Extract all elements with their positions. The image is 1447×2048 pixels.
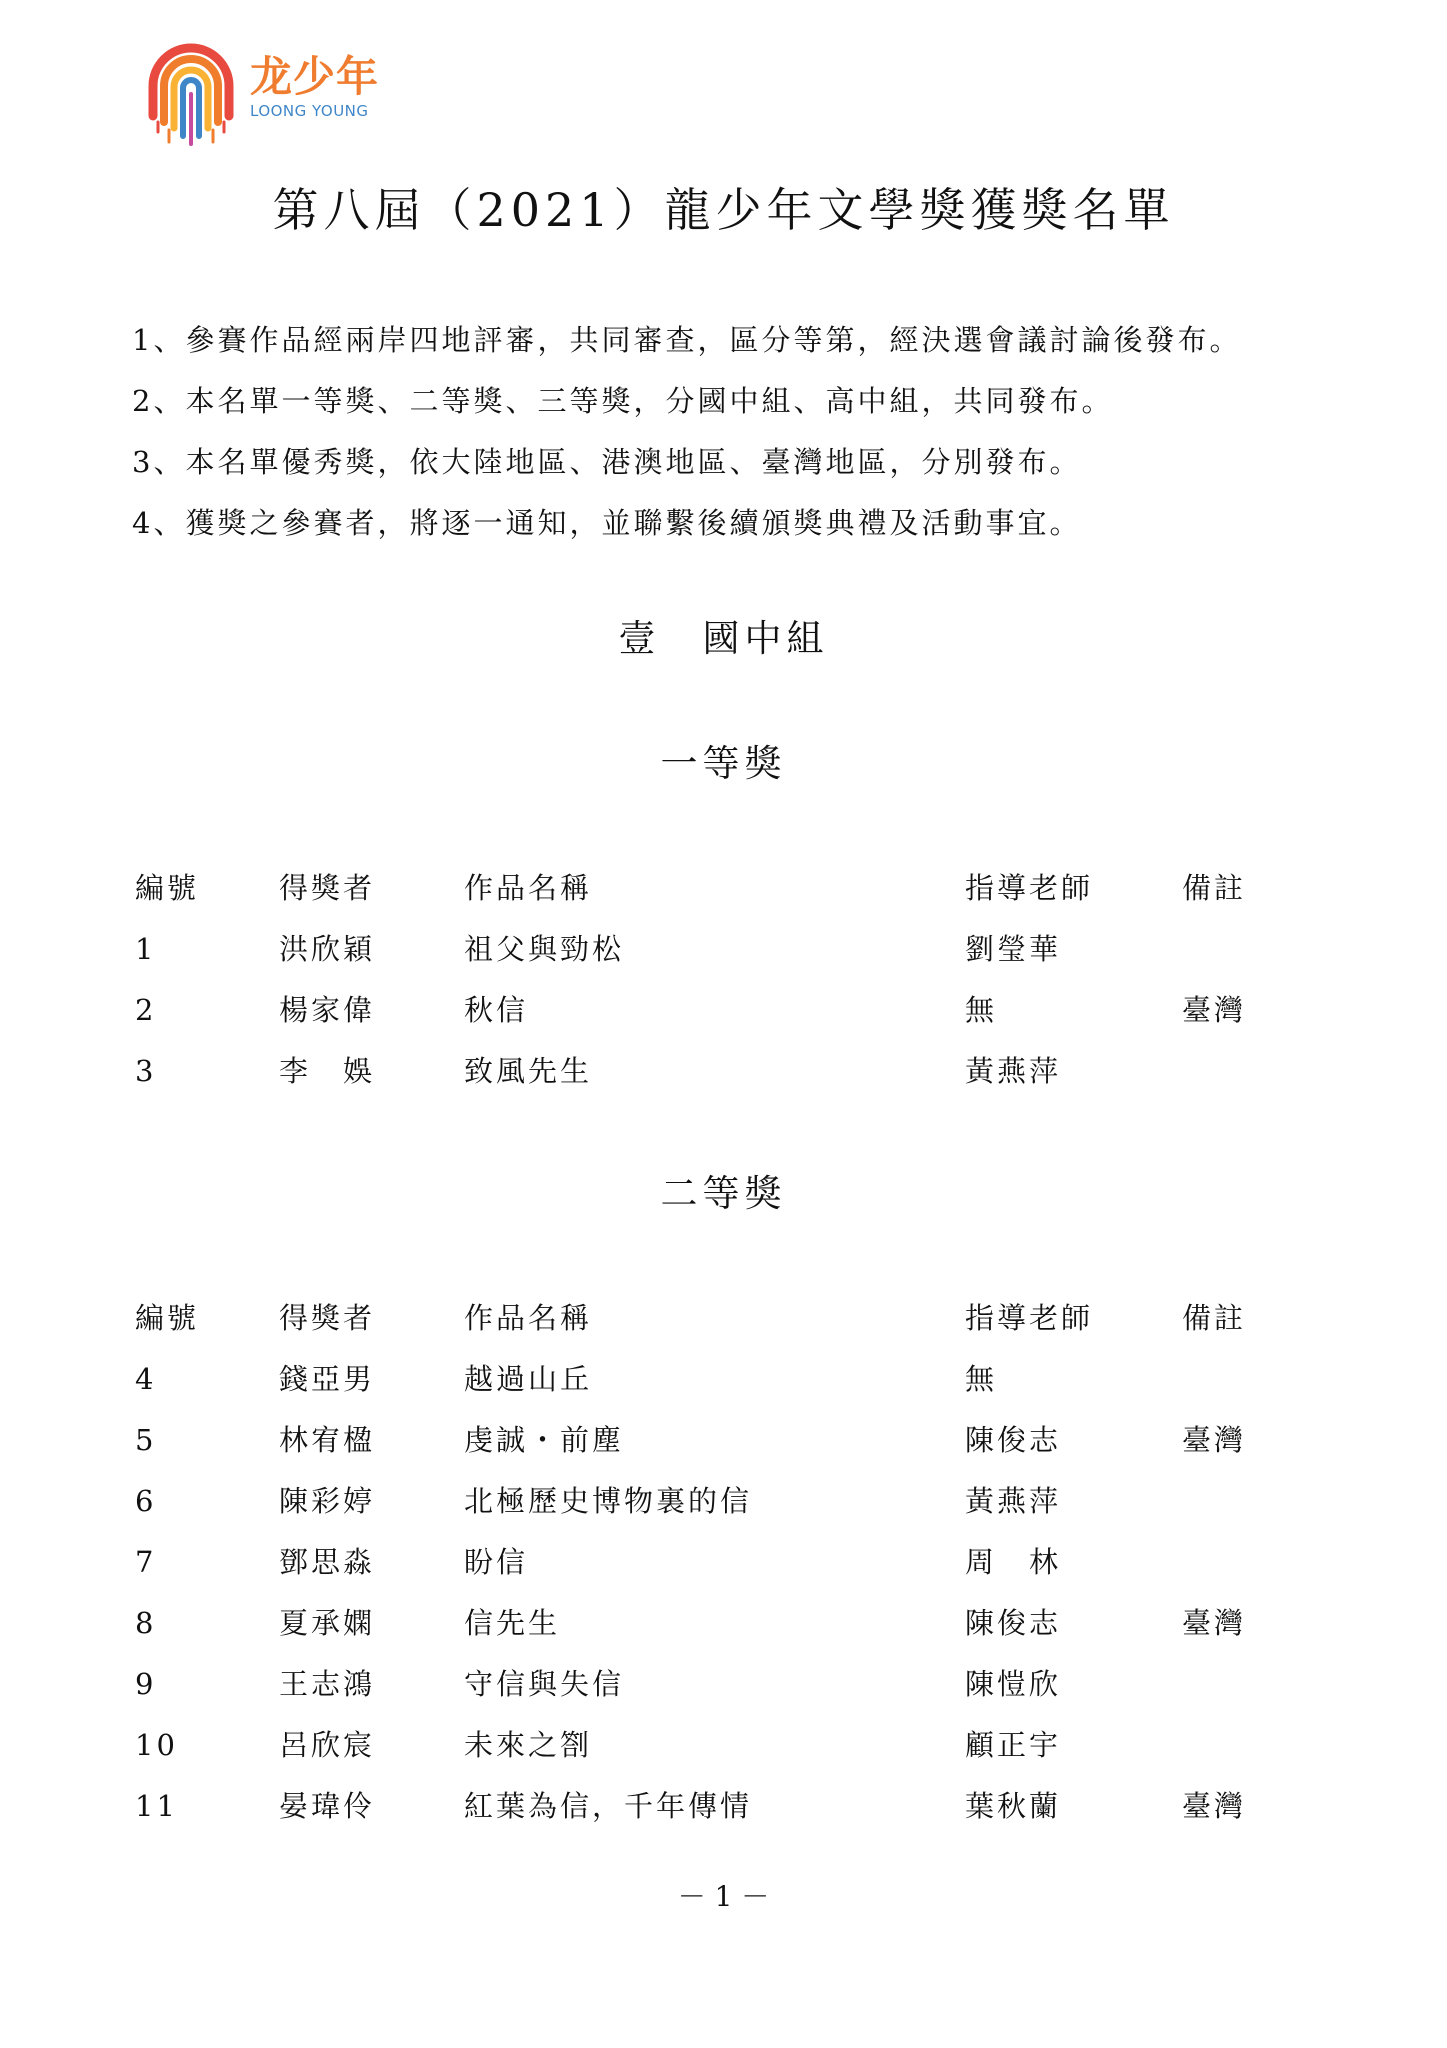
table-row	[0, 1410, 1447, 1471]
second-prize-table	[0, 1288, 1447, 1837]
row-remark: 臺灣	[1182, 1606, 1247, 1640]
award-title-first-prize: 一等獎	[660, 742, 787, 785]
logo-name-cn: 龙少年	[250, 52, 380, 101]
row-no: 5	[135, 1423, 157, 1457]
row-remark: 臺灣	[1182, 1789, 1247, 1823]
row-winner: 晏瑋伶	[279, 1789, 376, 1823]
brand-logo	[143, 38, 403, 156]
row-work: 守信與失信	[464, 1667, 625, 1701]
header-work: 作品名稱	[464, 871, 593, 905]
table-row	[0, 1349, 1447, 1410]
row-teacher: 周 林	[965, 1545, 1062, 1579]
table-row	[0, 919, 1447, 980]
row-teacher: 葉秋蘭	[965, 1789, 1062, 1823]
row-work: 盼信	[464, 1545, 529, 1579]
row-work: 未來之劄	[464, 1728, 593, 1762]
table-row	[0, 1471, 1447, 1532]
table-row	[0, 1654, 1447, 1715]
row-winner: 鄧思淼	[279, 1545, 376, 1579]
row-winner: 楊家偉	[279, 993, 376, 1027]
row-no: 6	[135, 1484, 157, 1518]
logo-name-en: LOONG YOUNG	[250, 102, 369, 120]
row-no: 2	[135, 993, 157, 1027]
header-remark: 備註	[1182, 871, 1247, 905]
row-winner: 林宥楹	[279, 1423, 376, 1457]
row-work: 秋信	[464, 993, 529, 1027]
row-work: 北極歷史博物裏的信	[464, 1484, 753, 1518]
row-winner: 洪欣穎	[279, 932, 376, 966]
header-no: 編號	[135, 871, 200, 905]
header-no: 編號	[135, 1301, 200, 1335]
row-teacher: 黃燕萍	[965, 1484, 1062, 1518]
row-no: 1	[135, 932, 157, 966]
row-work: 祖父與勁松	[464, 932, 625, 966]
row-teacher: 陳愷欣	[965, 1667, 1062, 1701]
row-remark: 臺灣	[1182, 993, 1247, 1027]
page-number: － 1 －	[677, 1880, 770, 1913]
row-teacher: 無	[965, 993, 998, 1027]
row-no: 10	[135, 1728, 178, 1762]
table-row	[0, 1715, 1447, 1776]
row-remark: 臺灣	[1182, 1423, 1247, 1457]
header-teacher: 指導老師	[965, 1301, 1094, 1335]
table-row	[0, 1776, 1447, 1837]
notes-list	[132, 310, 1332, 554]
row-no: 7	[135, 1545, 157, 1579]
row-winner: 錢亞男	[279, 1362, 376, 1396]
document-title: 第八屆（2021）龍少年文學獎獲獎名單	[272, 183, 1175, 237]
row-no: 8	[135, 1606, 157, 1640]
row-teacher: 陳俊志	[965, 1423, 1062, 1457]
table-row	[0, 1041, 1447, 1102]
row-winner: 李 娛	[279, 1054, 376, 1088]
row-work: 越過山丘	[464, 1362, 593, 1396]
row-winner: 王志鴻	[279, 1667, 376, 1701]
award-title-second-prize: 二等獎	[660, 1172, 787, 1215]
row-work: 致風先生	[464, 1054, 593, 1088]
note-item: 2、本名單一等獎、二等獎、三等獎，分國中組、高中組，共同發布。	[132, 384, 1114, 418]
header-work: 作品名稱	[464, 1301, 593, 1335]
note-item: 3、本名單優秀獎，依大陸地區、港澳地區、臺灣地區，分別發布。	[132, 445, 1082, 479]
header-teacher: 指導老師	[965, 871, 1094, 905]
row-teacher: 顧正宇	[965, 1728, 1062, 1762]
row-no: 9	[135, 1667, 157, 1701]
first-prize-table	[0, 858, 1447, 1102]
row-work: 紅葉為信，千年傳情	[464, 1789, 753, 1823]
note-item: 4、獲獎之參賽者，將逐一通知，並聯繫後續頒獎典禮及活動事宜。	[132, 506, 1082, 540]
note-item: 1、參賽作品經兩岸四地評審，共同審查，區分等第，經決選會議討論後發布。	[132, 323, 1242, 357]
header-winner: 得獎者	[279, 1301, 376, 1335]
table-header-row	[0, 858, 1447, 919]
row-winner: 呂欣宸	[279, 1728, 376, 1762]
row-work: 虔誠・前塵	[464, 1423, 625, 1457]
row-teacher: 黃燕萍	[965, 1054, 1062, 1088]
table-row	[0, 980, 1447, 1041]
rainbow-arch-logo-icon	[143, 38, 239, 152]
logo-wordmark	[250, 54, 379, 120]
table-row	[0, 1532, 1447, 1593]
row-teacher: 無	[965, 1362, 998, 1396]
table-header-row	[0, 1288, 1447, 1349]
row-no: 3	[135, 1054, 157, 1088]
table-row	[0, 1593, 1447, 1654]
row-teacher: 劉瑩華	[965, 932, 1062, 966]
row-work: 信先生	[464, 1606, 561, 1640]
row-no: 11	[135, 1789, 178, 1823]
section-title: 壹 國中組	[618, 617, 829, 660]
row-winner: 陳彩婷	[279, 1484, 376, 1518]
header-winner: 得獎者	[279, 871, 376, 905]
header-remark: 備註	[1182, 1301, 1247, 1335]
row-no: 4	[135, 1362, 157, 1396]
row-teacher: 陳俊志	[965, 1606, 1062, 1640]
row-winner: 夏承嫻	[279, 1606, 376, 1640]
